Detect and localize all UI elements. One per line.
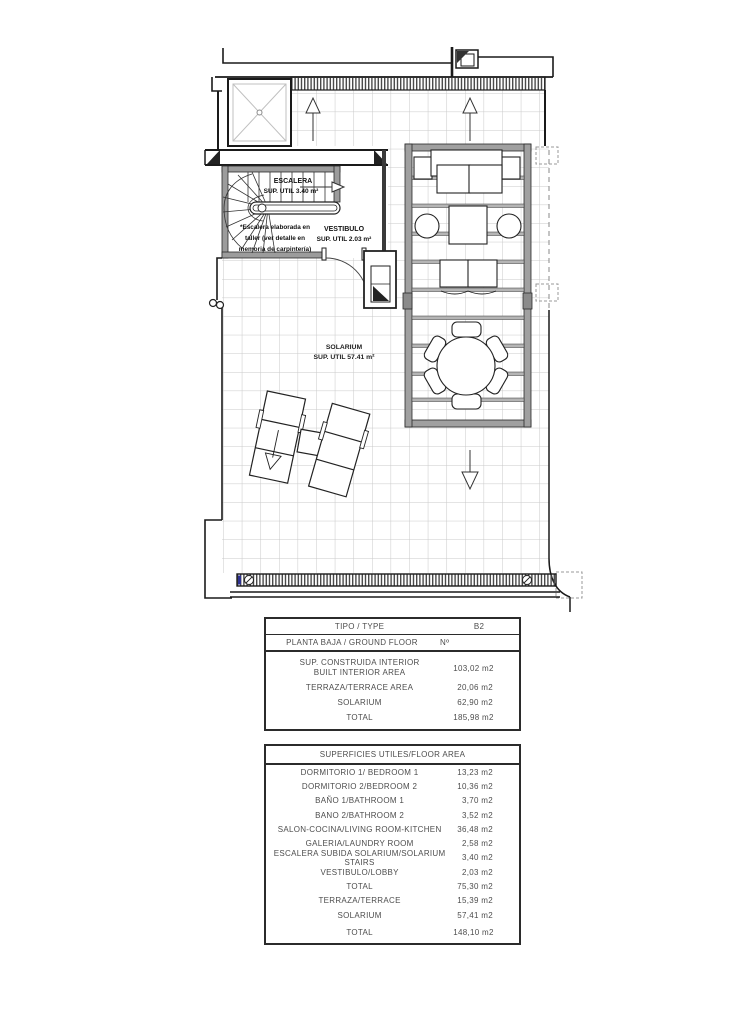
total-label: TOTAL	[346, 882, 373, 892]
table-row	[266, 808, 519, 822]
stair-note-line3: memoria de carpintería)	[238, 246, 312, 253]
built-area-table	[264, 617, 521, 731]
area-value: 62,90 m2	[457, 698, 493, 707]
pergola-post-right	[523, 293, 532, 309]
skylight	[228, 79, 291, 146]
table-row	[266, 765, 519, 779]
number-label: Nº	[440, 638, 450, 647]
area-label: SALON-COCINA/LIVING ROOM-KITCHEN	[277, 824, 442, 834]
table-row	[266, 656, 519, 680]
total-label: TOTAL	[346, 713, 373, 722]
table-row	[266, 680, 519, 695]
area-label: SOLARIUM	[337, 910, 382, 920]
vestibulo-area: SUP. UTIL 2.03 m²	[316, 236, 372, 243]
area-label: BANO 2/BATHROOM 2	[315, 810, 405, 820]
total-row	[266, 710, 519, 725]
area-label: SOLARIUM	[337, 698, 382, 707]
area-label: SUP. CONSTRUIDA INTERIOR	[299, 658, 420, 667]
roof-top-boundary	[223, 47, 553, 77]
stair-note-line2: taller (ver detalle en	[244, 235, 306, 242]
area-label: GALERIA/LAUNDRY ROOM	[305, 839, 414, 849]
total-value: 185,98 m2	[453, 713, 494, 722]
area-value: 20,06 m2	[457, 683, 493, 692]
total-value: 75,30 m2	[457, 882, 493, 892]
table-row	[266, 779, 519, 793]
area-label: DORMITORIO 2/BEDROOM 2	[301, 781, 418, 791]
floor-area-title: SUPERFICIES UTILES/FLOOR AREA	[319, 750, 466, 759]
area-label: VESTIBULO/LOBBY	[320, 867, 399, 877]
beam-band	[205, 150, 388, 165]
area-value: 13,23 m2	[457, 767, 493, 777]
area-label: BAÑO 1/BATHROOM 1	[315, 796, 405, 806]
area-value: 36,48 m2	[457, 824, 493, 834]
floor-label: PLANTA BAJA / GROUND FLOOR	[286, 638, 418, 647]
top-wall-hatch	[291, 77, 545, 90]
dashed-box-bottom-right	[556, 572, 582, 598]
area-label: TERRAZA/TERRACE AREA	[305, 683, 414, 692]
escalera-label: ESCALERA	[273, 178, 313, 185]
type-value: B2	[473, 622, 485, 631]
subtotal-row	[266, 879, 519, 893]
closet	[364, 251, 396, 308]
area-label: TERRAZA/TERRACE	[318, 896, 401, 906]
vestibulo-label: VESTIBULO	[323, 226, 365, 233]
stair-note-line1: *Escalera elaborada en	[240, 224, 310, 231]
table-row	[266, 695, 519, 710]
solarium-label: SOLARIUM	[325, 344, 363, 351]
bottom-edge-lines	[230, 592, 560, 597]
type-label: TIPO / TYPE	[334, 622, 385, 631]
total-value: 148,10 m2	[453, 927, 494, 937]
table-row	[266, 619, 519, 635]
table-row	[266, 822, 519, 836]
railing	[237, 574, 556, 586]
table-row	[266, 908, 519, 922]
floor-area-table	[264, 744, 521, 945]
drain-symbol	[210, 300, 224, 309]
right-wall	[549, 150, 570, 612]
table-row	[266, 635, 519, 652]
area-value: 3,40 m2	[461, 853, 493, 863]
table-row	[266, 794, 519, 808]
table-header	[266, 746, 519, 765]
area-value: 103,02 m2	[453, 663, 494, 673]
escalera-area: SUP. UTIL 3.40 m²	[263, 188, 319, 195]
table-row	[266, 865, 519, 879]
total-label: TOTAL	[346, 927, 373, 937]
area-value: 10,36 m2	[457, 781, 493, 791]
railing-accent	[238, 576, 241, 585]
area-value: 2,03 m2	[461, 867, 493, 877]
area-label-en: BUILT INTERIOR AREA	[313, 668, 406, 677]
total-row	[266, 924, 519, 940]
chimney-vent	[456, 50, 478, 68]
area-value: 3,52 m2	[461, 810, 493, 820]
area-value: 57,41 m2	[457, 910, 493, 920]
table-row	[266, 894, 519, 908]
stair-handrail	[250, 202, 340, 214]
vestibule-right-wall	[382, 150, 386, 253]
area-value: 2,58 m2	[461, 839, 493, 849]
area-value: 3,70 m2	[461, 796, 493, 806]
area-label: DORMITORIO 1/ BEDROOM 1	[300, 767, 419, 777]
area-value: 15,39 m2	[457, 896, 493, 906]
pergola-post-left	[403, 293, 412, 309]
solarium-area: SUP. UTIL 57.41 m²	[313, 354, 375, 361]
area-label: ESCALERA SUBIDA SOLARIUM/SOLARIUM STAIRS	[273, 848, 446, 867]
table-row	[266, 848, 519, 867]
